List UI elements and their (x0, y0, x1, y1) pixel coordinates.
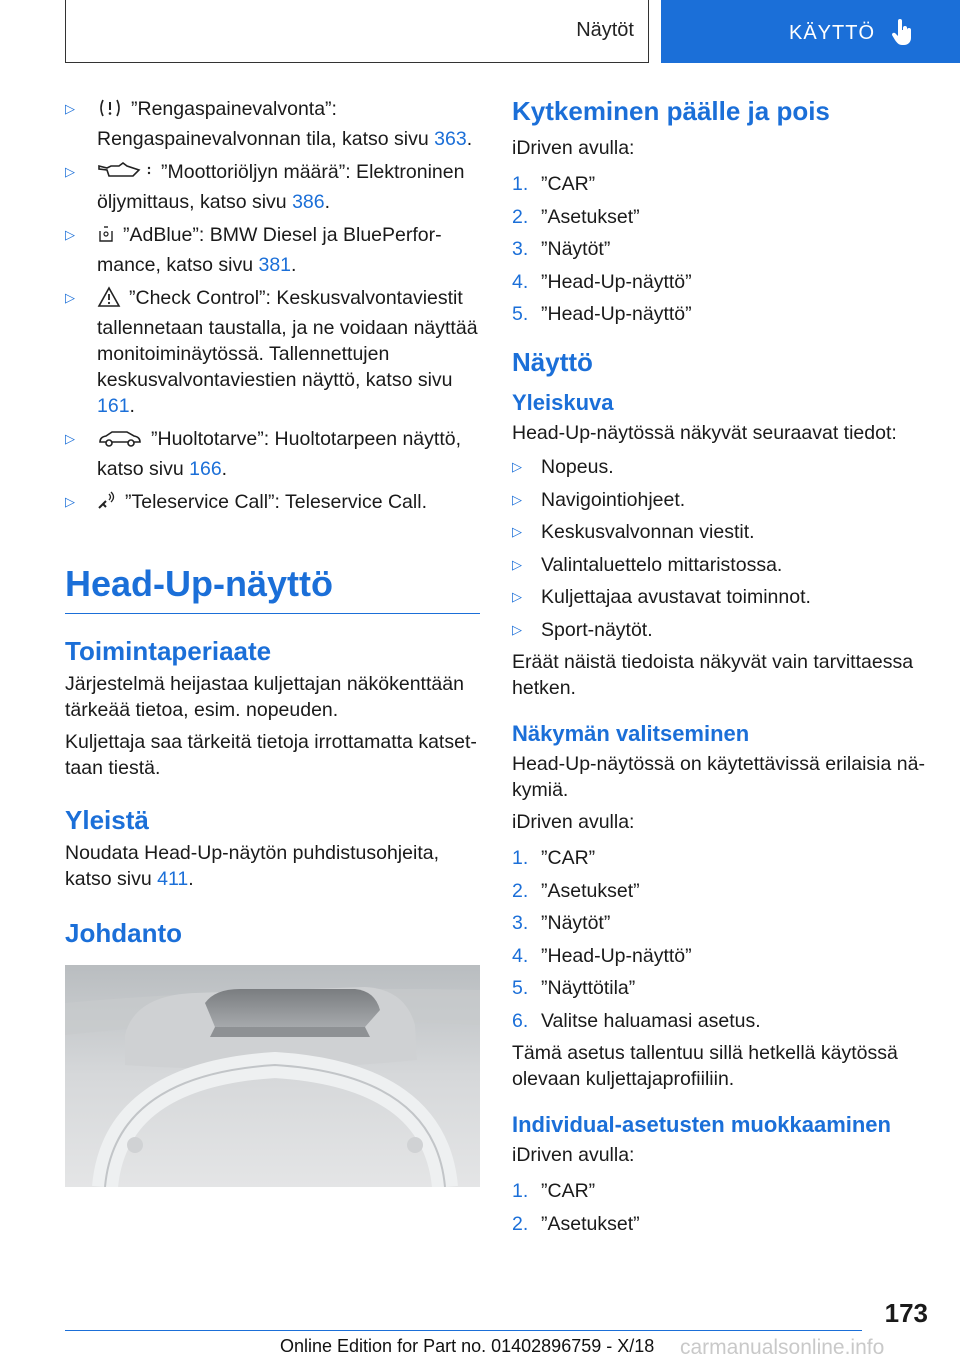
step-text: ”CAR” (541, 1180, 596, 1202)
list-item-text (97, 285, 480, 419)
bullet-end: . (324, 191, 331, 213)
service-car-icon (97, 427, 143, 456)
list-item (65, 159, 480, 215)
list-item (512, 519, 932, 545)
steps-individual (512, 1178, 932, 1237)
step-number: 1. (512, 173, 529, 195)
list-item-text (97, 96, 480, 152)
tire-pressure-warning-icon (97, 97, 123, 126)
step-number: 4. (512, 944, 529, 967)
bullet-end: . (129, 395, 135, 417)
general-text-end: . (188, 868, 194, 890)
bullet-end: . (466, 128, 473, 150)
step-number: 3. (512, 912, 529, 934)
page-link-363[interactable]: 363 (434, 128, 467, 150)
heading-overview: Yleiskuva (512, 390, 614, 415)
view-intro: Head-Up-näytössä on käytettävissä erilaisia näkymiä. (512, 753, 925, 801)
bullet-marker: ▷ (512, 459, 522, 474)
heading-display: Näyttö (512, 347, 593, 377)
heading-individual: Individual-asetusten muokkaaminen (512, 1112, 891, 1137)
paragraph-principle-2: Kuljettaja saa tärkeitä tietoja irrottamatta katsettaan tiestä. (65, 731, 477, 779)
page-link-166[interactable]: 166 (189, 458, 222, 480)
step-text: ”Näyttötila” (541, 977, 636, 999)
oil-can-icon (97, 160, 153, 189)
list-item (65, 426, 480, 482)
step-item (512, 878, 932, 904)
bullet-marker: ▷ (512, 556, 522, 572)
step-item (512, 171, 932, 197)
step-text: ”CAR” (541, 847, 596, 869)
step-number: 6. (512, 1009, 529, 1032)
adblue-icon (97, 223, 115, 252)
step-item (512, 943, 932, 969)
paragraph-general (65, 840, 480, 892)
warning-triangle-icon (97, 286, 121, 315)
bullet-marker: ▷ (512, 621, 522, 637)
footer-divider (65, 1330, 862, 1331)
bullet-marker: ▷ (65, 494, 75, 509)
list-item-text: Navigointiohjeet. (541, 488, 686, 511)
step-text: ”Näytöt” (541, 912, 611, 934)
bullet-marker: ▷ (512, 524, 522, 539)
step-text: Valitse haluamasi asetus. (541, 1009, 761, 1032)
step-number: 1. (512, 1180, 529, 1202)
step-item (512, 1211, 932, 1237)
step-item (512, 975, 932, 1001)
idrive-intro-1: iDriven avulla: (512, 137, 635, 159)
idrive-intro-3: iDriven avulla: (512, 1144, 635, 1166)
list-item-text: Sport-näytöt. (541, 618, 653, 641)
step-text: ”Asetukset” (541, 205, 640, 228)
general-text: Noudata Head-Up-näytön puhdistusohjeita, katso sivu (65, 842, 439, 890)
list-item-text: Keskusvalvonnan viestit. (541, 521, 755, 543)
page-title: Head-Up-näyttö (65, 563, 480, 614)
step-number: 2. (512, 879, 529, 902)
header-chapter-label: KÄYTTÖ (789, 22, 876, 44)
step-item (512, 1008, 932, 1034)
bullet-text: ”Teleservice Call”: Teleservice Call. (125, 491, 427, 513)
heading-on-off: Kytkeminen päälle ja pois (512, 96, 830, 126)
list-item-text: Kuljettajaa avustavat toiminnot. (541, 586, 811, 608)
bullet-end: . (291, 254, 297, 276)
header-chapter-tab[interactable] (661, 0, 960, 63)
list-item-text: Nopeus. (541, 456, 614, 478)
step-item (512, 204, 932, 230)
page-link-381[interactable]: 381 (258, 254, 292, 276)
bullet-marker: ▷ (65, 164, 75, 179)
step-item (512, 301, 932, 327)
step-text: ”Head-Up-näyttö” (541, 270, 692, 293)
list-item-text (97, 426, 480, 482)
page-link-411[interactable]: 411 (157, 868, 189, 890)
step-number: 5. (512, 977, 529, 999)
display-bullet-list (65, 96, 480, 519)
bullet-text: ”Huoltotarve”: Huoltotarpeen näyttö, katso sivu (97, 428, 462, 480)
step-text: ”CAR” (541, 173, 596, 195)
steps-on-off (512, 171, 932, 327)
bullet-marker: ▷ (65, 227, 75, 242)
list-item (512, 584, 932, 610)
list-item (512, 454, 932, 480)
bullet-marker: ▷ (65, 290, 75, 305)
step-item (512, 910, 932, 936)
step-text: ”Asetukset” (541, 1212, 640, 1235)
heading-view-selection: Näkymän valitseminen (512, 721, 750, 746)
step-text: ”Asetukset” (541, 879, 640, 902)
list-item (512, 487, 932, 513)
step-item (512, 845, 932, 871)
bullet-marker: ▷ (65, 431, 75, 446)
step-text: ”Näytöt” (541, 238, 611, 260)
list-item (65, 96, 480, 152)
list-item (65, 489, 480, 519)
bullet-marker: ▷ (512, 491, 522, 507)
steps-view (512, 845, 932, 1034)
list-item (65, 222, 480, 278)
heading-principle: Toimintaperiaate (65, 636, 272, 666)
list-item-text (97, 489, 427, 519)
header-section-tab[interactable] (65, 0, 649, 63)
view-note: Tämä asetus tallentuu sillä hetkellä käytössä olevaan kuljettajaprofiiliin. (512, 1042, 898, 1090)
list-item-text (97, 222, 480, 278)
watermark: carmanualsonline.info (680, 1336, 885, 1359)
overview-intro: Head-Up-näytössä näkyvät seuraavat tiedot: (512, 422, 897, 444)
bullet-marker: ▷ (512, 589, 522, 604)
bullet-text: ”Moottoriöljyn määrä”: Elektroninen öljymittaus, katso sivu (97, 161, 465, 213)
bullet-text: ”AdBlue”: BMW Diesel ja BluePerformance, katso sivu (97, 224, 442, 276)
right-column (512, 96, 932, 1243)
header-section-label: Näytöt (576, 19, 634, 41)
bullet-marker: ▷ (65, 101, 75, 116)
head-up-display-photo (65, 965, 480, 1187)
step-number: 4. (512, 270, 529, 293)
step-number: 1. (512, 847, 529, 869)
bullet-text: ”Rengaspainevalvonta”: Rengaspainevalvonnan tila, katso sivu (97, 98, 435, 150)
step-number: 3. (512, 238, 529, 260)
list-item (512, 617, 932, 643)
paragraph-principle-1: Järjestelmä heijastaa kuljettajan näkökenttään tärkeää tietoa, esim. nopeuden. (65, 673, 464, 721)
heading-intro: Johdanto (65, 918, 182, 948)
bullet-end: . (221, 458, 228, 480)
heading-general: Yleistä (65, 805, 149, 835)
overview-list (512, 454, 932, 643)
step-number: 2. (512, 205, 529, 228)
bullet-text: ”Check Control”: Keskusvalvontaviestit tallennetaan taustalla, ja ne voidaan näyttää monitoiminäytössä. Tallennettujen keskusvalvontaviestien näyttö, katso sivu (97, 287, 478, 391)
teleservice-icon (97, 490, 117, 519)
step-item (512, 269, 932, 295)
step-item (512, 1178, 932, 1204)
step-number: 2. (512, 1212, 529, 1235)
footer-edition: Online Edition for Part no. 01402896759 - X/18 (280, 1336, 655, 1356)
page-number: 173 (884, 1298, 928, 1328)
hand-pointer-icon (891, 19, 913, 45)
list-item (65, 285, 480, 419)
list-item-text (97, 159, 480, 215)
step-item (512, 236, 932, 262)
page-link-386[interactable]: 386 (292, 191, 325, 213)
left-column (65, 96, 480, 1187)
page-link-161[interactable]: 161 (97, 395, 130, 417)
overview-note: Eräät näistä tiedoista näkyvät vain tarvittaessa hetken. (512, 651, 914, 699)
list-item-text: Valintaluettelo mittaristossa. (541, 553, 783, 576)
step-text: ”Head-Up-näyttö” (541, 944, 692, 967)
list-item (512, 552, 932, 578)
step-number: 5. (512, 303, 529, 325)
step-text: ”Head-Up-näyttö” (541, 303, 692, 325)
idrive-intro-2: iDriven avulla: (512, 811, 635, 833)
